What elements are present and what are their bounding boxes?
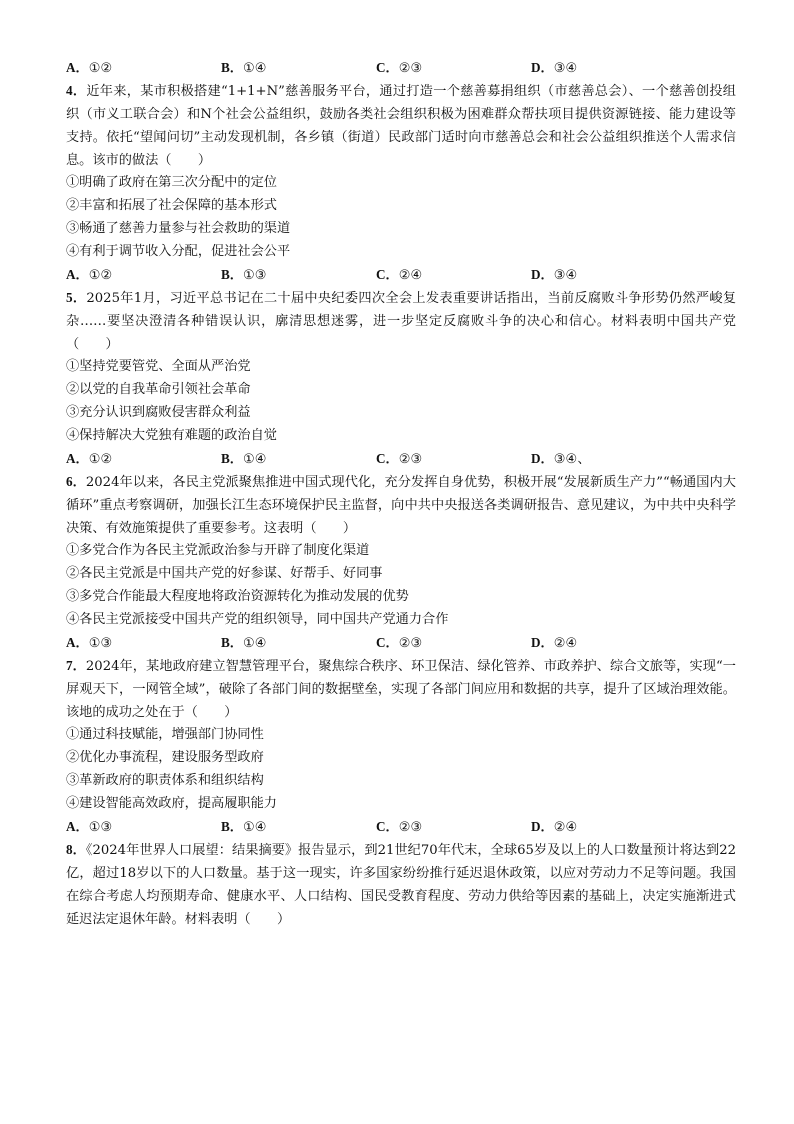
q6-item-2: ②各民主党派是中国共产党的好参谋、好帮手、好同事 (66, 566, 383, 581)
q7-item-3: ③革新政府的职责体系和组织结构 (66, 773, 264, 788)
q4-item-4: ④有利于调节收入分配，促进社会公平 (66, 244, 291, 259)
q5-item-4: ④保持解决大党独有难题的政治自觉 (66, 428, 277, 443)
q3-option-a[interactable]: A．①② (66, 60, 113, 76)
q4-option-a[interactable]: A．①② (66, 267, 113, 283)
q4-option-c[interactable]: C．②④ (376, 267, 423, 283)
q6-stem: 6．2024年以来，各民主党派聚焦推进中国式现代化，充分发挥自身优势，积极开展“发展新质生产力”“畅通国内大循环”重点考察调研，加强长江生态环境保护民主监督，向中共中央报送各类调研报告、意见建议，为中共中央科学决策、有效施策提供了重要参考。这表明（ ） (66, 474, 736, 536)
q5-option-b[interactable]: B．①④ (221, 451, 267, 467)
q4-option-b[interactable]: B．①③ (221, 267, 267, 283)
q7-item-2: ②优化办事流程，建设服务型政府 (66, 750, 264, 765)
q6-options (66, 631, 736, 654)
q6-item-3: ③多党合作能最大程度地将政治资源转化为推动发展的优势 (66, 589, 409, 604)
q8-stem: 8．《2024年世界人口展望：结果摘要》报告显示，到21世纪70年代末，全球65岁及以上的人口数量预计将达到22亿，超过18岁以下的人口数量。基于这一现实，许多国家纷纷推行延迟退休政策，以应对劳动力不足等问题。我国在综合考虑人均预期寿命、健康水平、人口结构、国民受教育程度、劳动力供给等因素的基础上，决定实施渐进式延迟法定退休年龄。材料表明（ ） (66, 842, 736, 927)
q7-stem: 7．2024年，某地政府建立智慧管理平台，聚焦综合秩序、环卫保洁、绿化管养、市政养护、综合文旅等，实现“一屏观天下，一网管全域”，破除了各部门间的数据壁垒，实现了各部门间应用和数据的共享，提升了区域治理效能。该地的成功之处在于（ ） (66, 658, 736, 720)
q4-options (66, 263, 736, 286)
q7-item-4: ④建设智能高效政府，提高履职能力 (66, 796, 277, 811)
q4-option-d[interactable]: D．③④ (531, 267, 578, 283)
q7-options (66, 815, 736, 838)
q3-option-c[interactable]: C．②③ (376, 60, 423, 76)
q7-option-c[interactable]: C．②③ (376, 819, 423, 835)
q6-option-a[interactable]: A．①③ (66, 635, 113, 651)
q5-item-2: ②以党的自我革命引领社会革命 (66, 382, 251, 397)
q5-option-a[interactable]: A．①② (66, 451, 113, 467)
q6-option-d[interactable]: D．②④ (531, 635, 578, 651)
q6-item-4: ④各民主党派接受中国共产党的组织领导，同中国共产党通力合作 (66, 612, 449, 627)
q5-item-3: ③充分认识到腐败侵害群众利益 (66, 405, 251, 420)
q5-option-c[interactable]: C．②③ (376, 451, 423, 467)
q5-option-d[interactable]: D．③④、 (531, 451, 591, 467)
q7-option-d[interactable]: D．②④ (531, 819, 578, 835)
q3-option-d[interactable]: D．③④ (531, 60, 578, 76)
q5-item-1: ①坚持党要管党、全面从严治党 (66, 359, 251, 374)
q6-option-b[interactable]: B．①④ (221, 635, 267, 651)
q3-options (66, 56, 736, 79)
q7-option-a[interactable]: A．①③ (66, 819, 113, 835)
q5-stem: 5．2025年1月，习近平总书记在二十届中央纪委四次全会上发表重要讲话指出，当前反腐败斗争形势仍然严峻复杂……要坚决澄清各种错误认识，廓清思想迷雾，进一步坚定反腐败斗争的决心和信心。材料表明中国共产党（ ） (66, 290, 737, 352)
q3-option-b[interactable]: B．①④ (221, 60, 267, 76)
q4-item-3: ③畅通了慈善力量参与社会救助的渠道 (66, 221, 291, 236)
q5-options (66, 447, 736, 470)
q4-item-2: ②丰富和拓展了社会保障的基本形式 (66, 198, 277, 213)
q4-item-1: ①明确了政府在第三次分配中的定位 (66, 175, 277, 190)
q6-option-c[interactable]: C．②③ (376, 635, 423, 651)
q7-option-b[interactable]: B．①④ (221, 819, 267, 835)
q4-stem: 4．近年来，某市积极搭建“1+1+N”慈善服务平台，通过打造一个慈善募捐组织（市慈善总会）、一个慈善创投组织（市义工联合会）和N个社会公益组织，鼓励各类社会组织积极为困难群众帮扶项目提供资源链接、能力建设等支持。依托“望闻问切”主动发现机制，各乡镇（街道）民政部门适时向市慈善总会和社会公益组织推送个人需求信息。该市的做法（ ） (66, 83, 736, 168)
q6-item-1: ①多党合作为各民主党派政治参与开辟了制度化渠道 (66, 543, 370, 558)
q7-item-1: ①通过科技赋能，增强部门协同性 (66, 727, 264, 742)
